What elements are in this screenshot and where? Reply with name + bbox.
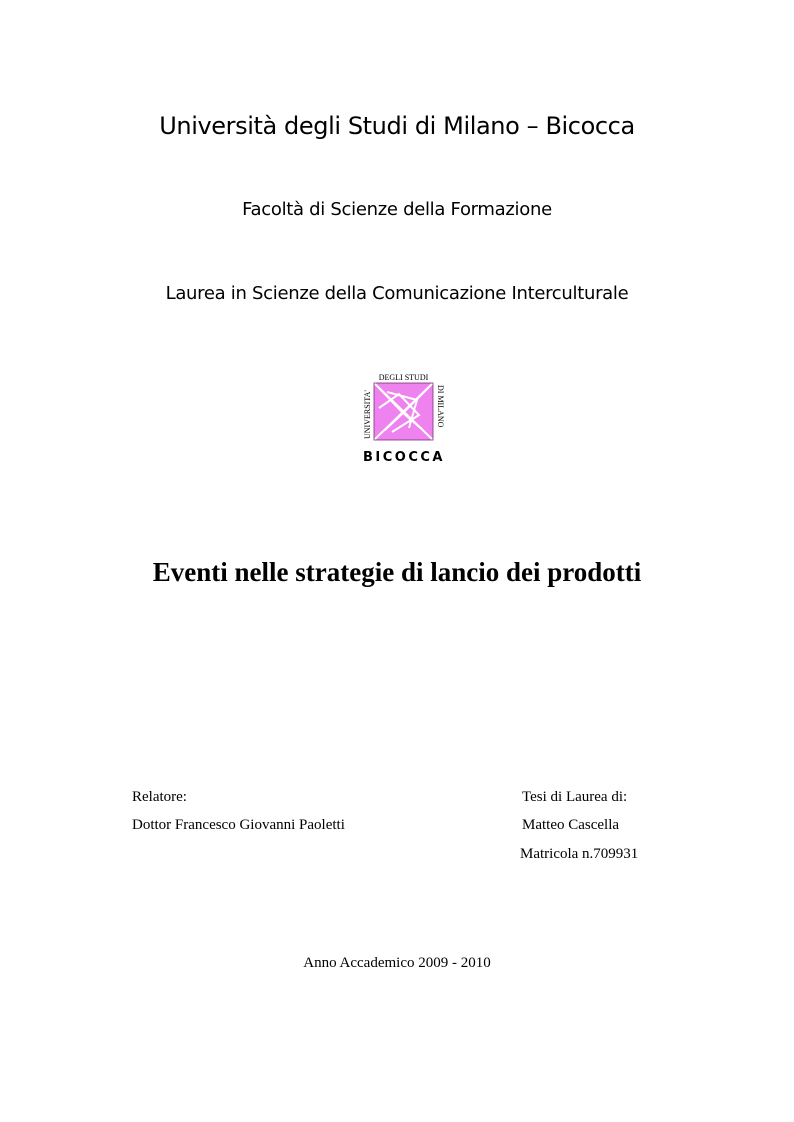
logo-top-text: DEGLI STUDI xyxy=(378,373,429,382)
logo-right-text: DI MILANO xyxy=(436,385,445,428)
faculty-name: Facoltà di Scienze della Formazione xyxy=(242,199,552,220)
degree-name: Laurea in Scienze della Comunicazione Interculturale xyxy=(165,283,629,304)
candidate-id: Matricola n.709931 xyxy=(520,846,639,862)
university-logo xyxy=(359,370,449,464)
thesis-title: Eventi nelle strategie di lancio dei prodotti xyxy=(152,557,642,587)
supervisor-name: Dottor Francesco Giovanni Paoletti xyxy=(132,817,345,833)
candidate-label: Tesi di Laurea di: xyxy=(522,789,628,805)
supervisor-label: Relatore: xyxy=(132,789,187,805)
logo-left-text: UNIVERSITA' xyxy=(363,390,372,439)
logo-bottom-text: BICOCCA xyxy=(363,450,445,464)
university-name: Università degli Studi di Milano – Bicocca xyxy=(159,112,635,140)
academic-year: Anno Accademico 2009 - 2010 xyxy=(303,955,491,971)
candidate-name: Matteo Cascella xyxy=(522,817,620,833)
